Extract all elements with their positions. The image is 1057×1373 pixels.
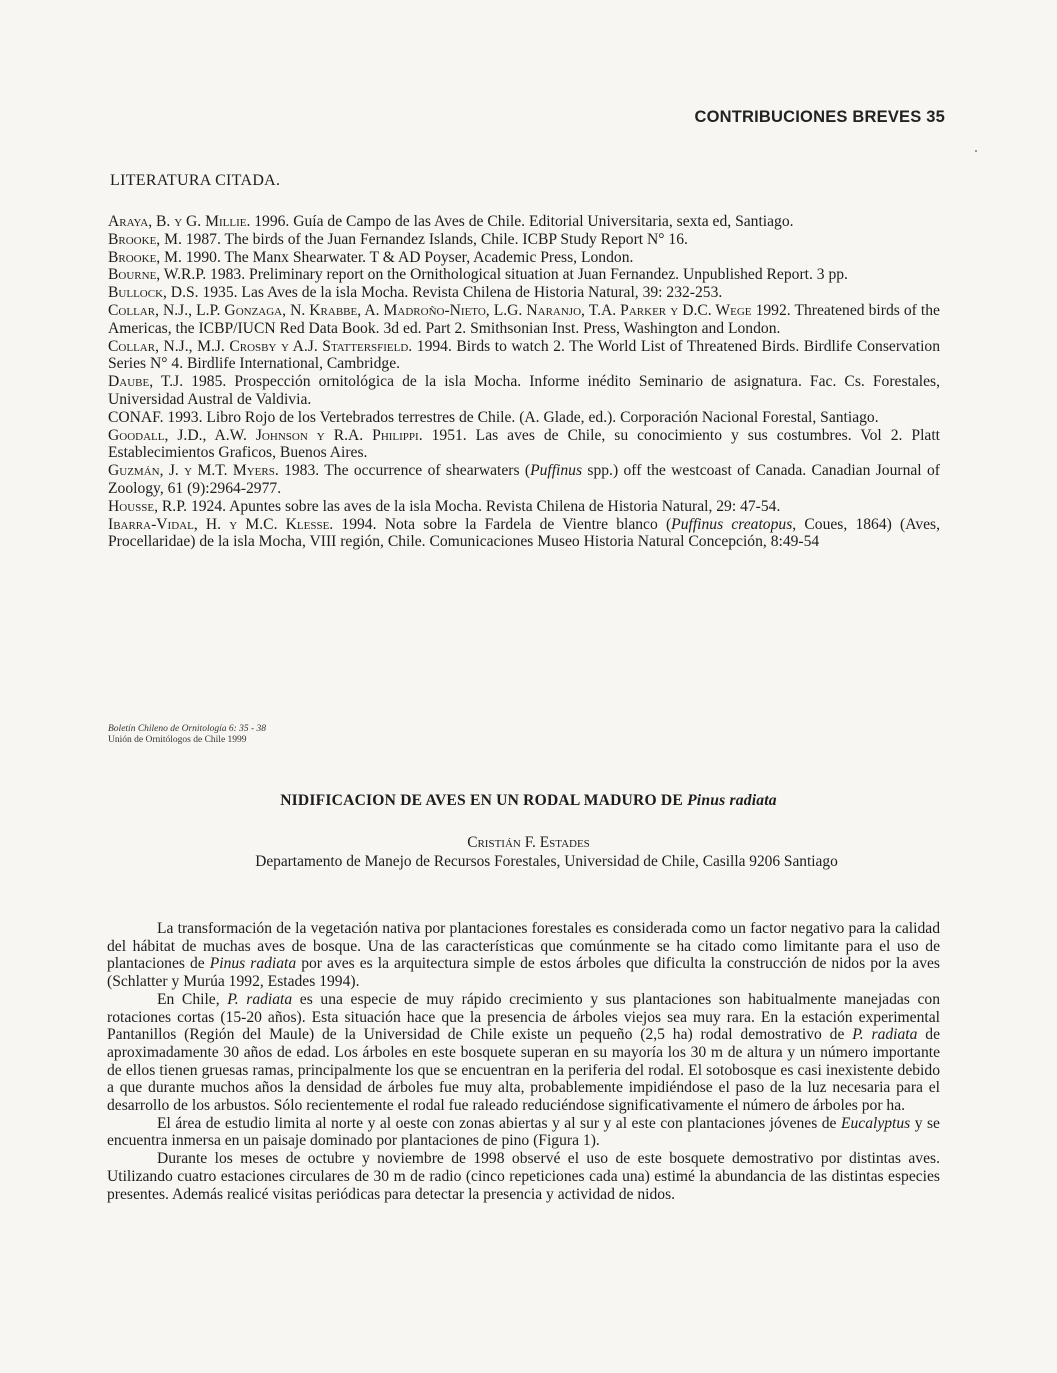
- body-paragraph: La transformación de la vegetación nativa por plantaciones forestales es considerada como un factor negativo para la calidad del hábitat de muchas aves de bosque. Una de las características que comúnmente se ha citado como limitante para el uso de plantaciones de Pinus radiata por aves es la arquitectura simple de estos árboles que dificulta la construcción de nidos por la aves (Schlatter y Murúa 1992, Estades 1994).: [107, 920, 940, 991]
- body-paragraph: El área de estudio limita al norte y al oeste con zonas abiertas y al sur y al este con plantaciones jóvenes de Eucalyptus y se encuentra inmersa en un paisaje dominado por plantaciones de pino (Figura 1).: [107, 1114, 940, 1150]
- reference-item: Bourne, W.R.P. 1983. Preliminary report on the Ornithological situation at Juan Fernandez. Unpublished Report. 3 pp.: [108, 266, 848, 284]
- reference-item: Brooke, M. 1990. The Manx Shearwater. T & AD Poyser, Academic Press, London.: [108, 248, 634, 266]
- reference-item: Daube, T.J. 1985. Prospección ornitológica de la isla Mocha. Informe inédito Seminario de asignatura. Fac. Cs. Forestales, Universidad Austral de Valdivia.: [108, 373, 940, 408]
- reference-item: Collar, N.J., M.J. Crosby y A.J. Stattersfield. 1994. Birds to watch 2. The World List of Threatened Birds. Birdlife Conservation Series N° 4. Birdlife International, Cambridge.: [108, 337, 940, 373]
- article-affiliation: Departamento de Manejo de Recursos Forestales, Universidad de Chile, Casilla 9206 Santiago: [255, 853, 838, 870]
- journal-line: Boletín Chileno de Ornitología 6: 35 - 38: [108, 724, 267, 734]
- page-header: CONTRIBUCIONES BREVES 35: [694, 108, 945, 126]
- reference-item: CONAF. 1993. Libro Rojo de los Vertebrados terrestres de Chile. (A. Glade, ed.). Corporación Nacional Forestal, Santiago.: [108, 408, 879, 426]
- reference-item: Araya, B. y G. Millie. 1996. Guía de Campo de las Aves de Chile. Editorial Universitaria, sexta ed, Santiago.: [108, 213, 794, 230]
- reference-item: Ibarra-Vidal, H. y M.C. Klesse. 1994. Nota sobre la Fardela de Vientre blanco (Puffinus creatopus, Coues, 1864) (Aves, Procellaridae) de la isla Mocha, VIII región, Chile. Comunicaciones Museo Historia Natural Concepción, 8:49-54: [108, 515, 941, 551]
- references-title: LITERATURA CITADA.: [110, 172, 281, 189]
- article-body: [107, 920, 940, 1203]
- publisher-line: Unión de Ornitólogos de Chile 1999: [108, 735, 247, 745]
- scan-mark: [975, 150, 977, 152]
- journal-info: [108, 724, 266, 746]
- reference-item: Guzmán, J. y M.T. Myers. 1983. The occurrence of shearwaters (Puffinus spp.) off the westcoast of Canada. Canadian Journal of Zoology, 61 (9):2964-2977.: [108, 462, 940, 497]
- reference-item: Bullock, D.S. 1935. Las Aves de la isla Mocha. Revista Chilena de Historia Natural, 39: 232-253.: [108, 284, 723, 302]
- references-list: [108, 213, 940, 551]
- article-title: NIDIFICACION DE AVES EN UN RODAL MADURO DE Pinus radiata: [280, 792, 777, 809]
- body-paragraph: En Chile, P. radiata es una especie de muy rápido crecimiento y sus plantaciones son habitualmente manejadas con rotaciones cortas (15-20 años). Esta situación hace que la presencia de árboles viejos sea muy rara. En la estación experimental Pantanillos (Región del Maule) de la Universidad de Chile existe un pequeño (2,5 ha) rodal demostrativo de P. radiata de aproximadamente 30 años de edad. Los árboles en este bosquete superan en su mayoría los 30 m de altura y un número importante de ellos tienen gruesas ramas, principalmente los que se encuentran en la periferia del rodal. El sotobosque es casi inexistente debido a que durante muchos años la densidad de árboles fue muy alta, probablemente impidiéndose el paso de la luz necesaria para el desarrollo de los arbustos. Sólo recientemente el rodal fue raleado reduciéndose significativamente el número de árboles por ha.: [107, 990, 941, 1115]
- reference-item: Collar, N.J., L.P. Gonzaga, N. Krabbe, A. Madroño-Nieto, L.G. Naranjo, T.A. Parker y D.C. Wege 1992. Threatened birds of the Americas, the ICBP/IUCN Red Data Book. 3d ed. Part 2. Smithsonian Inst. Press, Washington and London.: [108, 301, 940, 337]
- reference-item: Brooke, M. 1987. The birds of the Juan Fernandez Islands, Chile. ICBP Study Report N° 16.: [108, 230, 688, 248]
- body-paragraph: Durante los meses de octubre y noviembre de 1998 observé el uso de este bosquete demostrativo por distintas aves. Utilizando cuatro estaciones circulares de 30 m de radio (cinco repeticiones cada una) estimé la abundancia de las distintas especies presentes. Además realicé visitas periódicas para detectar la presencia y actividad de nidos.: [107, 1150, 940, 1203]
- reference-item: Goodall, J.D., A.W. Johnson y R.A. Philippi. 1951. Las aves de Chile, su conocimiento y sus costumbres. Vol 2. Platt Establecimientos Graficos, Buenos Aires.: [108, 426, 940, 462]
- reference-item: Housse, R.P. 1924. Apuntes sobre las aves de la isla Mocha. Revista Chilena de Historia Natural, 29: 47-54.: [108, 497, 781, 515]
- article-author: Cristián F. Estades: [467, 834, 590, 851]
